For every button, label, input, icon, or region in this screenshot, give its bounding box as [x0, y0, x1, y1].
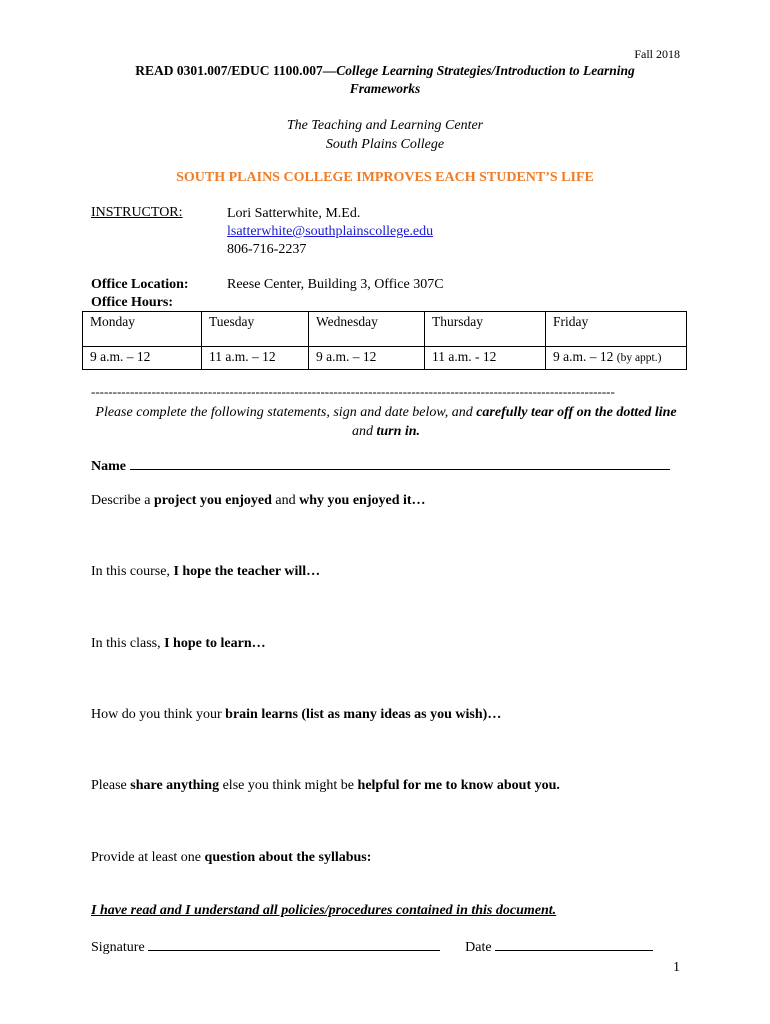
q1-text-2: and [271, 493, 300, 508]
q1-bold-2: why you enjoyed it… [299, 493, 426, 508]
q4-text: How do you think your [91, 707, 226, 722]
acknowledgement-statement: I have read and I understand all policies/procedures contained in this document. [91, 903, 557, 918]
office-hours-label: Office Hours: [91, 295, 174, 310]
question-brain [91, 707, 501, 723]
college-motto: SOUTH PLAINS COLLEGE IMPROVES EACH STUDENT’S LIFE [176, 170, 594, 185]
signature-field[interactable] [148, 938, 440, 951]
day-cell: Thursday [425, 312, 546, 347]
date-label: Date [465, 940, 492, 955]
tear-off-instructions [91, 403, 681, 441]
instructor-label: INSTRUCTOR: [91, 205, 183, 220]
office-location-label: Office Location: [91, 277, 189, 292]
table-row [83, 312, 687, 347]
signature-label: Signature [91, 940, 145, 955]
date-field[interactable] [495, 938, 653, 951]
instructor-info [227, 205, 433, 259]
name-label: Name [91, 459, 126, 474]
name-row [91, 457, 670, 475]
center-block [60, 116, 710, 154]
instructor-name: Lori Satterwhite, M.Ed. [227, 206, 361, 221]
day-cell: Wednesday [309, 312, 425, 347]
instr-bold-2: turn in. [376, 424, 421, 439]
friday-note: (by appt.) [616, 352, 662, 364]
tear-off-dotted-line: ------------------------------------------------------------------------------------------------------------------------- [91, 384, 615, 399]
instr-text-1: Please complete the following statements, sign and date below, and [95, 405, 477, 420]
college-name: South Plains College [325, 137, 445, 152]
question-teacher [91, 564, 320, 580]
q5-text-2: else you think might be [219, 778, 358, 793]
question-project [91, 493, 426, 509]
time-cell: 9 a.m. – 12 [83, 347, 202, 370]
page-number: 1 [673, 960, 680, 975]
time-cell [546, 347, 687, 370]
course-code: READ 0301.007/EDUC 1100.007 [135, 63, 323, 78]
course-title-line1: College Learning Strategies/Introduction to Learning [336, 63, 635, 78]
q1-bold: project you enjoyed [153, 493, 272, 508]
question-share [91, 778, 560, 794]
instructor-email-link[interactable]: lsatterwhite@southplainscollege.edu [227, 224, 434, 239]
office-labels [91, 276, 189, 312]
question-learn [91, 636, 266, 652]
time-cell: 11 a.m. - 12 [425, 347, 546, 370]
table-row [83, 347, 687, 370]
q5-bold-2: helpful for me to know about you. [357, 778, 560, 793]
course-title-line2: Frameworks [349, 81, 421, 96]
friday-time: 9 a.m. – 12 [553, 349, 614, 364]
day-cell: Friday [546, 312, 687, 347]
course-heading [60, 62, 710, 98]
question-syllabus [91, 850, 371, 866]
q4-bold: brain learns (list as many ideas as you wish)… [225, 707, 502, 722]
instr-bold-1: carefully tear off on the dotted line [476, 405, 677, 420]
q1-text: Describe a [91, 493, 154, 508]
q6-bold: question about the syllabus: [204, 850, 372, 865]
q6-text: Provide at least one [91, 850, 205, 865]
time-cell: 9 a.m. – 12 [309, 347, 425, 370]
center-name: The Teaching and Learning Center [286, 118, 484, 133]
office-location: Reese Center, Building 3, Office 307C [227, 277, 444, 292]
q2-text: In this course, [91, 564, 174, 579]
instr-text-2: and [351, 424, 377, 439]
q2-bold: I hope the teacher will… [173, 564, 321, 579]
signature-row [91, 938, 653, 956]
q5-bold: share anything [130, 778, 220, 793]
q5-text: Please [91, 778, 131, 793]
instructor-phone: 806-716-2237 [227, 242, 307, 257]
day-cell: Tuesday [202, 312, 309, 347]
time-cell: 11 a.m. – 12 [202, 347, 309, 370]
q3-bold: I hope to learn… [164, 636, 266, 651]
q3-text: In this class, [91, 636, 165, 651]
semester-label: Fall 2018 [634, 47, 680, 61]
name-field[interactable] [130, 457, 670, 470]
day-cell: Monday [83, 312, 202, 347]
office-hours-table [82, 311, 687, 370]
course-dash: — [322, 63, 337, 78]
